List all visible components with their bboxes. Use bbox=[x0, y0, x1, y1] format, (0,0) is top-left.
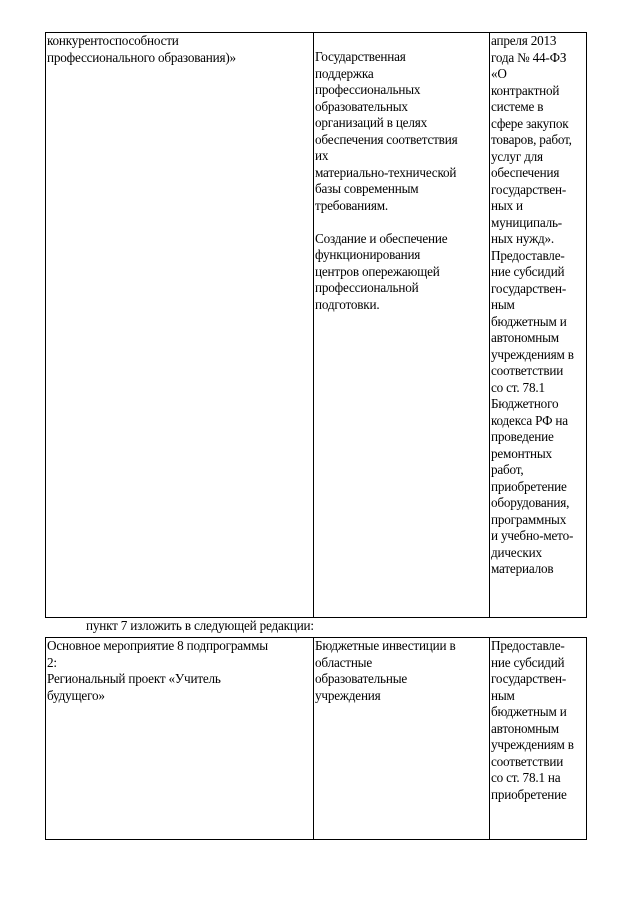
text-line: Предоставле- bbox=[491, 247, 565, 263]
text-line: будущего» bbox=[47, 687, 105, 703]
text-line: апреля 2013 bbox=[491, 33, 557, 48]
text-line: государствен- bbox=[491, 280, 567, 296]
text-line: ных нужд». bbox=[491, 231, 554, 246]
text-line: ным bbox=[491, 687, 515, 703]
text-line: конкурентоспособности bbox=[47, 33, 179, 48]
text-line: государствен- bbox=[491, 671, 567, 686]
cell-directions bbox=[314, 33, 490, 618]
text-line: Государственная bbox=[315, 49, 406, 64]
text-line: подготовки. bbox=[315, 296, 380, 312]
cell-event-name bbox=[46, 638, 314, 840]
cell-mechanism bbox=[490, 33, 587, 618]
table-continued bbox=[45, 32, 587, 618]
cell-mechanism bbox=[490, 638, 587, 840]
text-line: кодекса РФ на bbox=[491, 412, 568, 428]
text-line: автономным bbox=[491, 330, 559, 345]
text-line: функционирования bbox=[315, 247, 421, 262]
text-line: Предоставле- bbox=[491, 638, 565, 653]
text-line: государствен- bbox=[491, 181, 567, 197]
text-line: и учебно-мето- bbox=[491, 528, 574, 543]
text-line: базы современным bbox=[315, 181, 419, 196]
text-line: областные bbox=[315, 654, 372, 670]
cell-lines bbox=[47, 33, 313, 66]
table-item-7 bbox=[45, 637, 587, 840]
text-line: 2: bbox=[47, 654, 57, 670]
text-line: оборудования, bbox=[491, 495, 570, 510]
text-line: центров опережающей bbox=[315, 263, 440, 279]
text-line: Региональный проект «Учитель bbox=[47, 671, 221, 686]
text-line: материально-технической bbox=[315, 164, 457, 180]
text-line: образовательных bbox=[315, 98, 408, 114]
text-line: поддержка bbox=[315, 65, 374, 81]
text-line: Создание и обеспечение bbox=[315, 230, 448, 246]
text-line: соответствии bbox=[491, 363, 564, 378]
text-line: бюджетным и bbox=[491, 704, 567, 719]
table-row bbox=[46, 638, 587, 840]
text-line: года № 44-ФЗ bbox=[491, 49, 567, 65]
text-line: учреждениям в bbox=[491, 346, 574, 362]
text-line: учреждениям в bbox=[491, 737, 574, 752]
text-line: ние субсидий bbox=[491, 654, 565, 670]
text-line: их bbox=[315, 148, 329, 163]
text-line: обеспечения соответствия bbox=[315, 131, 458, 147]
text-line: образовательные bbox=[315, 671, 408, 686]
text-line: со ст. 78.1 bbox=[491, 379, 545, 395]
text-line: товаров, работ, bbox=[491, 132, 572, 147]
cell-lines bbox=[47, 638, 313, 704]
text-line: организаций в целях bbox=[315, 115, 427, 130]
text-line: приобретение bbox=[491, 478, 567, 494]
text-line: соответствии bbox=[491, 753, 564, 769]
text-line: материалов bbox=[491, 561, 554, 576]
text-line: муниципаль- bbox=[491, 214, 562, 230]
text-line: со ст. 78.1 на bbox=[491, 770, 561, 785]
amendment-paragraph: пункт 7 изложить в следующей редакции: bbox=[86, 618, 314, 633]
cell-lines bbox=[491, 33, 586, 578]
text-line: работ, bbox=[491, 462, 524, 477]
cell-lines bbox=[491, 638, 586, 803]
cell-lines-para2 bbox=[315, 231, 489, 314]
text-line: ным bbox=[491, 297, 515, 312]
text-line: профессиональных bbox=[315, 82, 421, 97]
text-line: ремонтных bbox=[491, 445, 552, 461]
text-line: Бюджетные инвестиции в bbox=[315, 638, 456, 653]
text-line: Бюджетного bbox=[491, 396, 559, 411]
text-line: профессиональной bbox=[315, 280, 419, 295]
text-line: «О bbox=[491, 66, 507, 81]
text-line: сфере закупок bbox=[491, 115, 569, 131]
cell-event-name bbox=[46, 33, 314, 618]
text-line: автономным bbox=[491, 720, 559, 736]
cell-directions bbox=[314, 638, 490, 840]
text-line: контрактной bbox=[491, 82, 560, 98]
cell-lines bbox=[315, 638, 489, 704]
text-line: требованиям. bbox=[315, 197, 389, 213]
cell-lines-para1 bbox=[315, 33, 489, 214]
text-line: Основное мероприятие 8 подпрограммы bbox=[47, 638, 268, 653]
text-line: обеспечения bbox=[491, 165, 560, 180]
text-line: программных bbox=[491, 511, 567, 527]
text-line: приобретение bbox=[491, 786, 567, 802]
text-line: ных и bbox=[491, 198, 523, 213]
text-line: ние субсидий bbox=[491, 264, 565, 279]
text-line: профессионального образования)» bbox=[47, 49, 236, 65]
text-line: услуг для bbox=[491, 148, 543, 164]
text-line: учреждения bbox=[315, 687, 381, 703]
table-row bbox=[46, 33, 587, 618]
text-line: проведение bbox=[491, 429, 554, 444]
text-line: дических bbox=[491, 544, 542, 560]
text-line: бюджетным и bbox=[491, 313, 567, 329]
text-line: системе в bbox=[491, 99, 544, 114]
